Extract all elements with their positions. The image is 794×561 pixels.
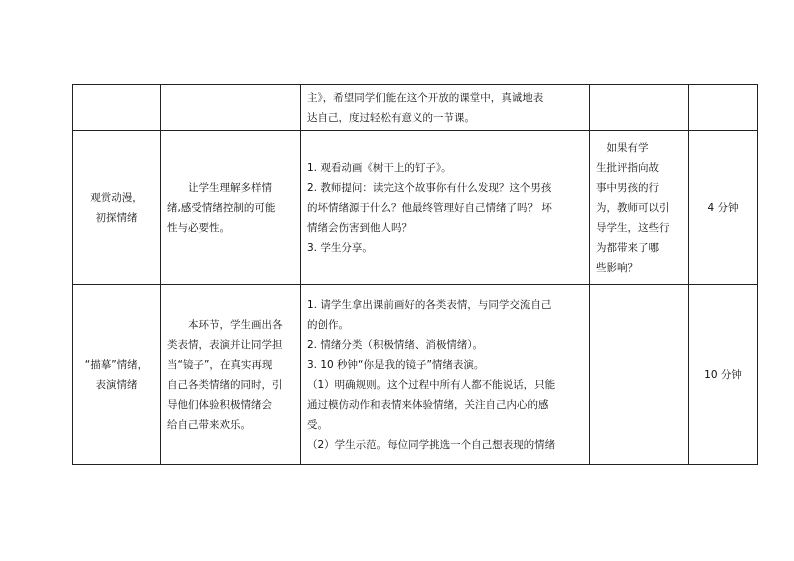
goal-line: 绪,感受情绪控制的可能 bbox=[167, 201, 276, 214]
goal-line: 给自己带来欢乐。 bbox=[167, 418, 251, 431]
table-row bbox=[73, 131, 758, 285]
goal-line: 本环节，学生画出各 bbox=[167, 318, 283, 331]
note-cell bbox=[590, 285, 689, 465]
goal-line: 导他们体验积极情绪会 bbox=[167, 398, 272, 411]
activity-line: 3. 10 秒钟“你是我的镜子”情绪表演。 bbox=[307, 358, 485, 371]
activities-cell bbox=[301, 131, 590, 285]
activity-line: 3. 学生分享。 bbox=[307, 241, 373, 254]
activities-cell bbox=[301, 285, 590, 465]
time-cell: 4 分钟 bbox=[689, 131, 758, 285]
goal-line: 类表情，表演并让同学担 bbox=[167, 338, 283, 351]
note-line: 为都带来了哪 bbox=[596, 241, 659, 254]
activity-line: （2）学生示范。每位同学挑选一个自己想表现的情绪 bbox=[307, 438, 556, 451]
activity-line: 的坏情绪源于什么？他最终管理好自己情绪了吗？ 坏 bbox=[307, 201, 552, 214]
goal-cell bbox=[161, 85, 301, 131]
stage-line: 观赏动漫， bbox=[90, 191, 143, 204]
note-line: 导学生，这些行 bbox=[596, 221, 670, 234]
activity-line: 1. 观看动画《树干上的钉子》。 bbox=[307, 161, 452, 174]
note-line: 生批评指向故 bbox=[596, 161, 659, 174]
note-line: 为，教师可以引 bbox=[596, 201, 670, 214]
table-row bbox=[73, 285, 758, 465]
goal-cell bbox=[161, 285, 301, 465]
activity-line: 主》，希望同学们能在这个开放的课堂中，真诚地表 bbox=[307, 91, 544, 104]
activity-line: 的创作。 bbox=[307, 318, 349, 331]
activities-cell bbox=[301, 85, 590, 131]
activity-line: 受。 bbox=[307, 418, 328, 431]
lesson-plan-table bbox=[72, 84, 758, 465]
table-row bbox=[73, 85, 758, 131]
goal-line: 性与必要性。 bbox=[167, 221, 230, 234]
note-line: 如果有学 bbox=[596, 141, 649, 154]
goal-line: 让学生理解多样情 bbox=[167, 181, 272, 194]
note-cell bbox=[590, 85, 689, 131]
stage-line: 初探情绪 bbox=[95, 211, 138, 224]
note-line: 些影响？ bbox=[596, 261, 638, 274]
activity-line: 2. 情绪分类（积极情绪、消极情绪）。 bbox=[307, 338, 484, 351]
note-cell bbox=[590, 131, 689, 285]
stage-cell bbox=[73, 285, 161, 465]
activity-line: 1. 请学生拿出课前画好的各类表情，与同学交流自己 bbox=[307, 298, 552, 311]
activity-line: 情绪会伤害到他人吗？ bbox=[307, 221, 412, 234]
stage-line: “描摹”情绪， bbox=[84, 358, 149, 371]
goal-line: 当“镜子”，在真实再现 bbox=[167, 358, 273, 371]
stage-line: 表演情绪 bbox=[95, 378, 138, 391]
goal-cell bbox=[161, 131, 301, 285]
activity-line: （1）明确规则。这个过程中所有人都不能说话，只能 bbox=[307, 378, 556, 391]
note-line: 事中男孩的行 bbox=[596, 181, 659, 194]
activity-line: 通过模仿动作和表情来体验情绪，关注自己内心的感 bbox=[307, 398, 549, 411]
activity-line: 2. 教师提问：读完这个故事你有什么发现？这个男孩 bbox=[307, 181, 552, 194]
activity-line: 达自己，度过轻松有意义的一节课。 bbox=[307, 111, 475, 124]
stage-cell bbox=[73, 85, 161, 131]
time-cell: 10 分钟 bbox=[689, 285, 758, 465]
time-cell bbox=[689, 85, 758, 131]
stage-cell bbox=[73, 131, 161, 285]
goal-line: 自己各类情绪的同时，引 bbox=[167, 378, 283, 391]
